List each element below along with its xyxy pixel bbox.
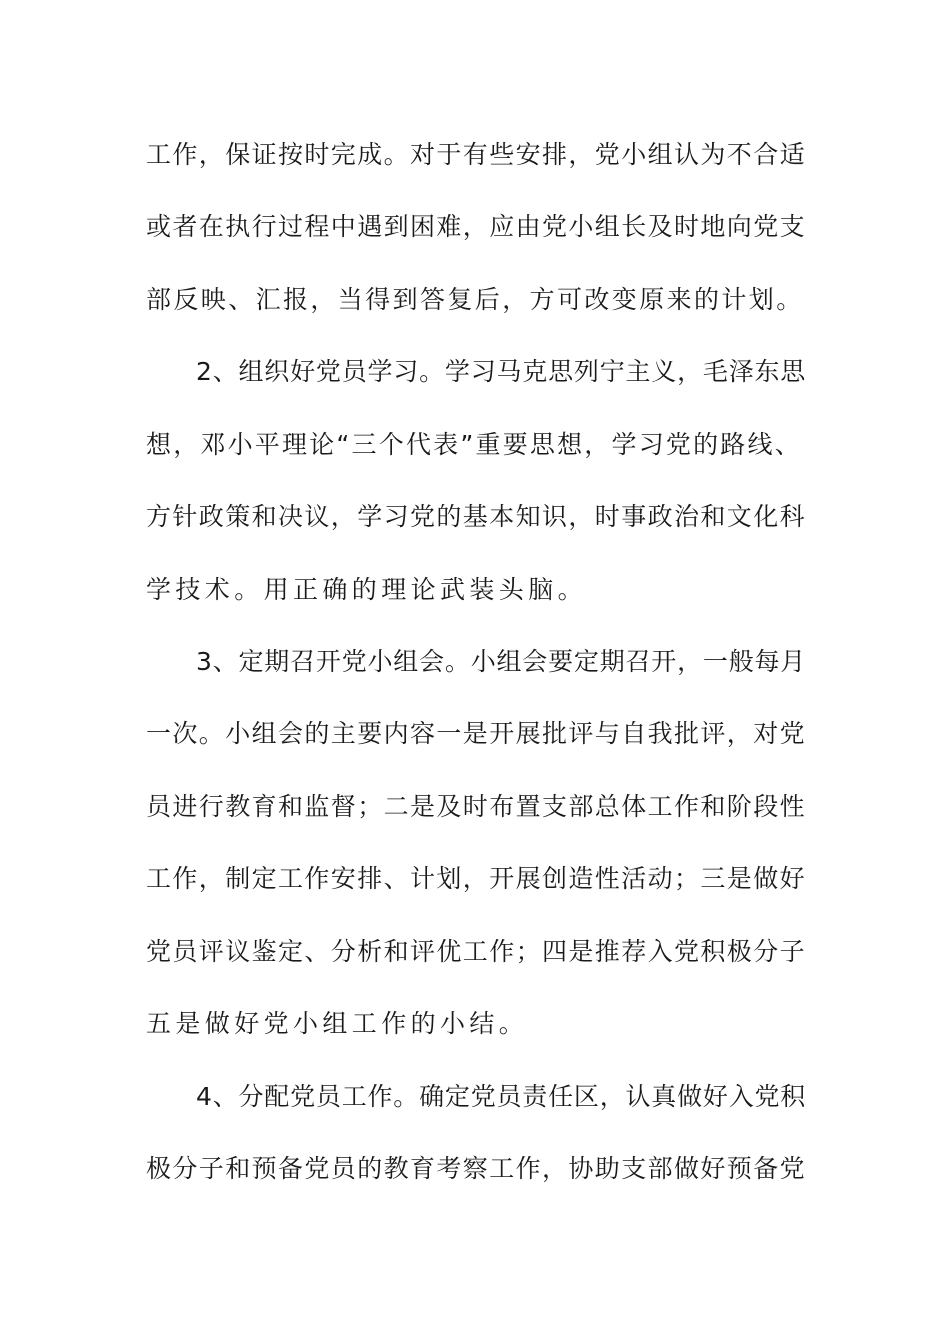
text-line: 工作，保证按时完成。对于有些安排，党小组认为不合适	[146, 140, 807, 169]
paragraph-start-line: 3、定期召开党小组会。小组会要定期召开，一般每月	[196, 647, 807, 676]
text-line: 员进行教育和监督；二是及时布置支部总体工作和阶段性	[146, 792, 807, 821]
text-line: 工作，制定工作安排、计划，开展创造性活动；三是做好	[146, 864, 807, 893]
text-line: 部反映、汇报，当得到答复后，方可改变原来的计划。	[146, 285, 804, 314]
text-line: 一次。小组会的主要内容一是开展批评与自我批评，对党	[146, 719, 807, 748]
text-line: 或者在执行过程中遇到困难，应由党小组长及时地向党支	[146, 212, 807, 241]
paragraph-start-line: 4、分配党员工作。确定党员责任区，认真做好入党积	[196, 1082, 807, 1111]
text-line: 五是做好党小组工作的小结。	[146, 1009, 529, 1038]
text-line: 想，邓小平理论“三个代表”重要思想，学习党的路线、	[146, 430, 802, 459]
text-line: 党员评议鉴定、分析和评优工作；四是推荐入党积极分子	[146, 937, 807, 966]
paragraph-start-line: 2、组织好党员学习。学习马克思列宁主义，毛泽东思	[196, 357, 807, 386]
text-line: 极分子和预备党员的教育考察工作，协助支部做好预备党	[146, 1154, 807, 1183]
text-line: 方针政策和决议，学习党的基本知识，时事政治和文化科	[146, 502, 807, 531]
text-line: 学技术。用正确的理论武装头脑。	[146, 575, 588, 604]
